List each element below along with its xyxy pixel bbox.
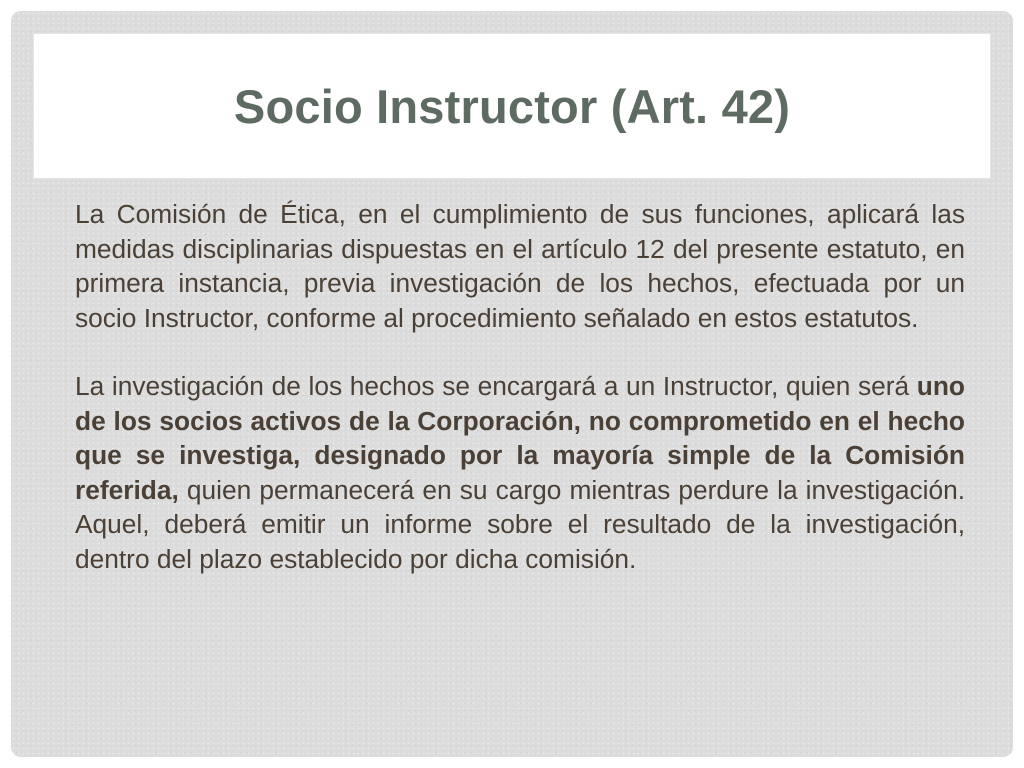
slide-title: Socio Instructor (Art. 42) — [233, 79, 791, 133]
paragraph-2-rest: quien permanecerá en su cargo mientras perdure la investigación. Aquel, deberá emitir un informe sobre el resultado de la investigación, dentro del plazo establecido por dicha comisión. — [75, 474, 965, 574]
paragraph-1: La Comisión de Ética, en el cumplimiento de sus funciones, aplicará las medidas disciplinarias dispuestas en el artículo 12 del presente estatuto, en primera instancia, previa investigación de los hechos, efectuada por un socio Instructor, conforme al procedimiento señalado en estos estatutos. — [75, 199, 965, 333]
paragraph-2-intro: La investigación de los hechos se encargará a un Instructor, quien será — [75, 371, 917, 401]
paragraph-2 — [75, 369, 965, 576]
slide — [11, 11, 1013, 757]
title-box — [33, 33, 991, 179]
slide-body — [75, 197, 965, 610]
paragraph-2-bold: uno de los socios activos de la Corporación, no comprometido en el hecho que se investiga, designado por la mayoría simple de la Comisión referida, — [75, 371, 965, 505]
